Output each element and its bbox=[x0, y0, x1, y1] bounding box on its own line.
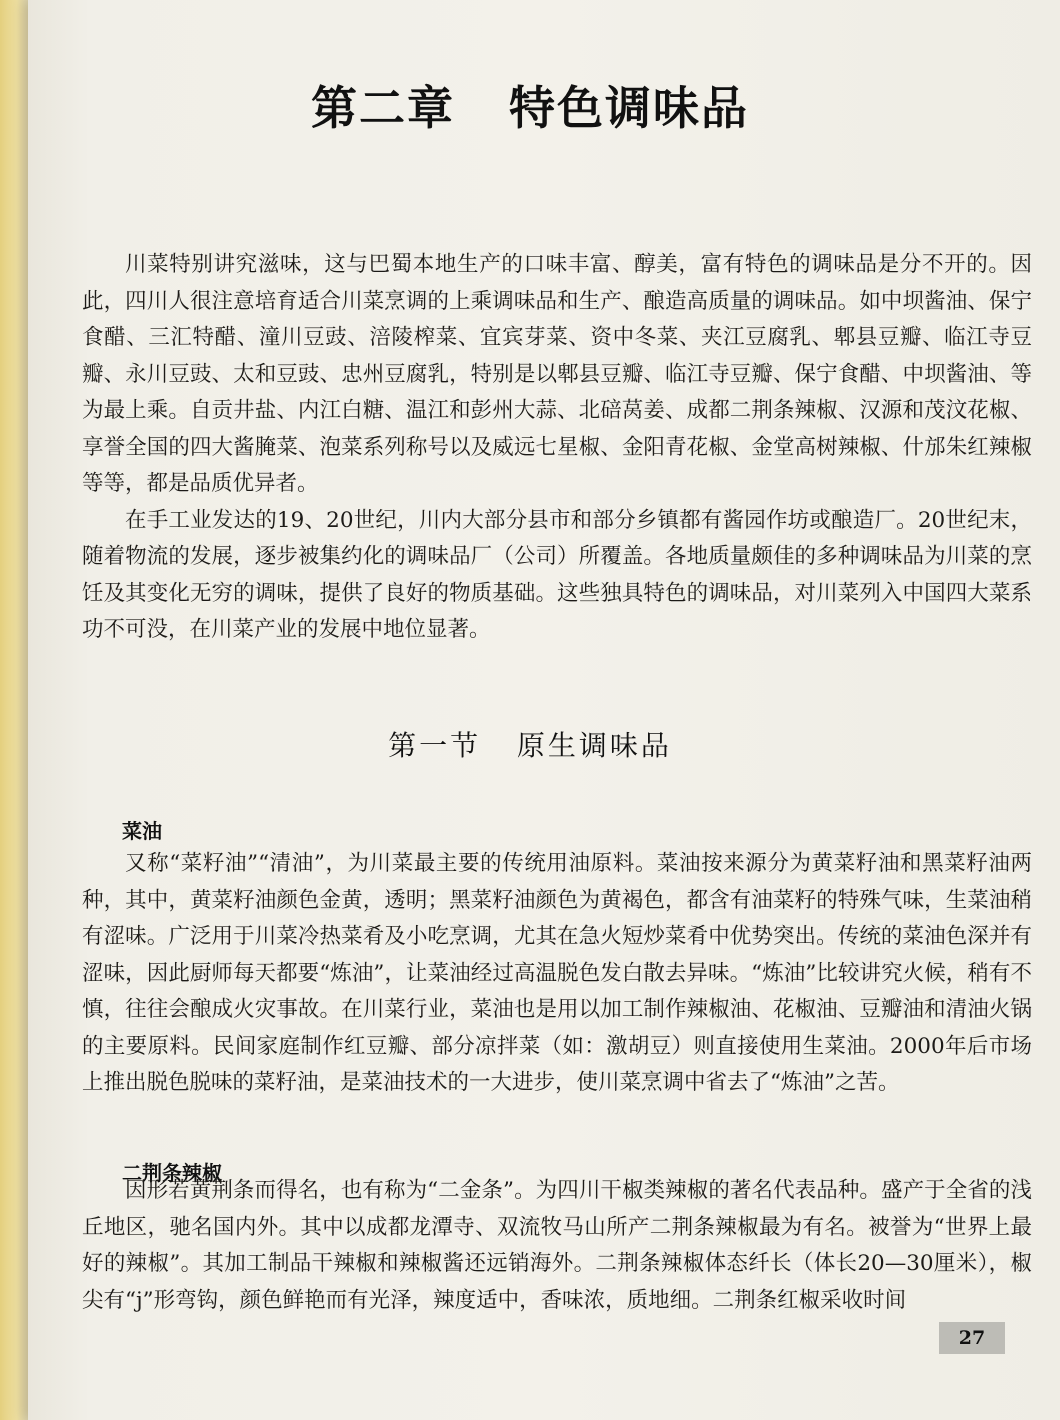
intro-text bbox=[82, 247, 1032, 649]
entry-title-rapeseed-oil: 菜油 bbox=[122, 819, 162, 843]
page-number: 27 bbox=[939, 1322, 1005, 1354]
entry-text-erjingtiao-chili bbox=[82, 1173, 1032, 1319]
intro-paragraph: 川菜特别讲究滋味，这与巴蜀本地生产的口味丰富、醇美，富有特色的调味品是分不开的。因此，四川人很注意培育适合川菜烹调的上乘调味品和生产、酿造高质量的调味品。如中坝酱油、保宁食醋、三汇特醋、潼川豆豉、涪陵榨菜、宜宾芽菜、资中冬菜、夹江豆腐乳、郫县豆瓣、临江寺豆瓣、永川豆豉、太和豆豉、忠州豆腐乳，特别是以郫县豆瓣、临江寺豆瓣、保宁食醋、中坝酱油、等为最上乘。自贡井盐、内江白糖、温江和彭州大蒜、北碚莴姜、成都二荆条辣椒、汉源和茂汶花椒、享誉全国的四大酱腌菜、泡菜系列称号以及威远七星椒、金阳青花椒、金堂高树辣椒、什邡朱红辣椒等等，都是品质优异者。 bbox=[82, 252, 1032, 496]
entry-title-erjingtiao-chili: 二荆条辣椒 bbox=[122, 1161, 222, 1185]
intro-paragraph: 在手工业发达的19、20世纪，川内大部分县市和部分乡镇都有酱园作坊或酿造厂。20世纪末，随着物流的发展，逐步被集约化的调味品厂（公司）所覆盖。各地质量颇佳的多种调味品为川菜的烹饪及其变化无穷的调味，提供了良好的物质基础。这些独具特色的调味品，对川菜列入中国四大菜系功不可没，在川菜产业的发展中地位显著。 bbox=[82, 507, 1032, 642]
entry-paragraph: 因形若黄荆条而得名，也有称为“二金条”。为四川干椒类辣椒的著名代表品种。盛产于全省的浅丘地区，驰名国内外。其中以成都龙潭寺、双流牧马山所产二荆条辣椒最为有名。被誉为“世界上最好的辣椒”。其加工制品干辣椒和辣椒酱还远销海外。二荆条辣椒体态纤长（体长20—30厘米），椒尖有“j”形弯钩，颜色鲜艳而有光泽，辣度适中，香味浓，质地细。二荆条红椒采收时间 bbox=[82, 1178, 1032, 1313]
entry-text-rapeseed-oil bbox=[82, 846, 1032, 1102]
book-binding-edge bbox=[0, 0, 28, 1420]
section-title: 第一节 原生调味品 bbox=[388, 729, 672, 762]
chapter-title: 第二章 特色调味品 bbox=[310, 81, 750, 135]
entry-paragraph: 又称“菜籽油”“清油”，为川菜最主要的传统用油原料。菜油按来源分为黄菜籽油和黑菜籽油两种，其中，黄菜籽油颜色金黄，透明；黑菜籽油颜色为黄褐色，都含有油菜籽的特殊气味，生菜油稍有涩味。广泛用于川菜冷热菜肴及小吃烹调，尤其在急火短炒菜肴中优势突出。传统的菜油色深并有涩味，因此厨师每天都要“炼油”，让菜油经过高温脱色发白散去异味。“炼油”比较讲究火候，稍有不慎，往往会酿成火灾事故。在川菜行业，菜油也是用以加工制作辣椒油、花椒油、豆瓣油和清油火锅的主要原料。民间家庭制作红豆瓣、部分凉拌菜（如：激胡豆）则直接使用生菜油。2000年后市场上推出脱色脱味的菜籽油，是菜油技术的一大进步，使川菜烹调中省去了“炼油”之苦。 bbox=[82, 851, 1032, 1095]
